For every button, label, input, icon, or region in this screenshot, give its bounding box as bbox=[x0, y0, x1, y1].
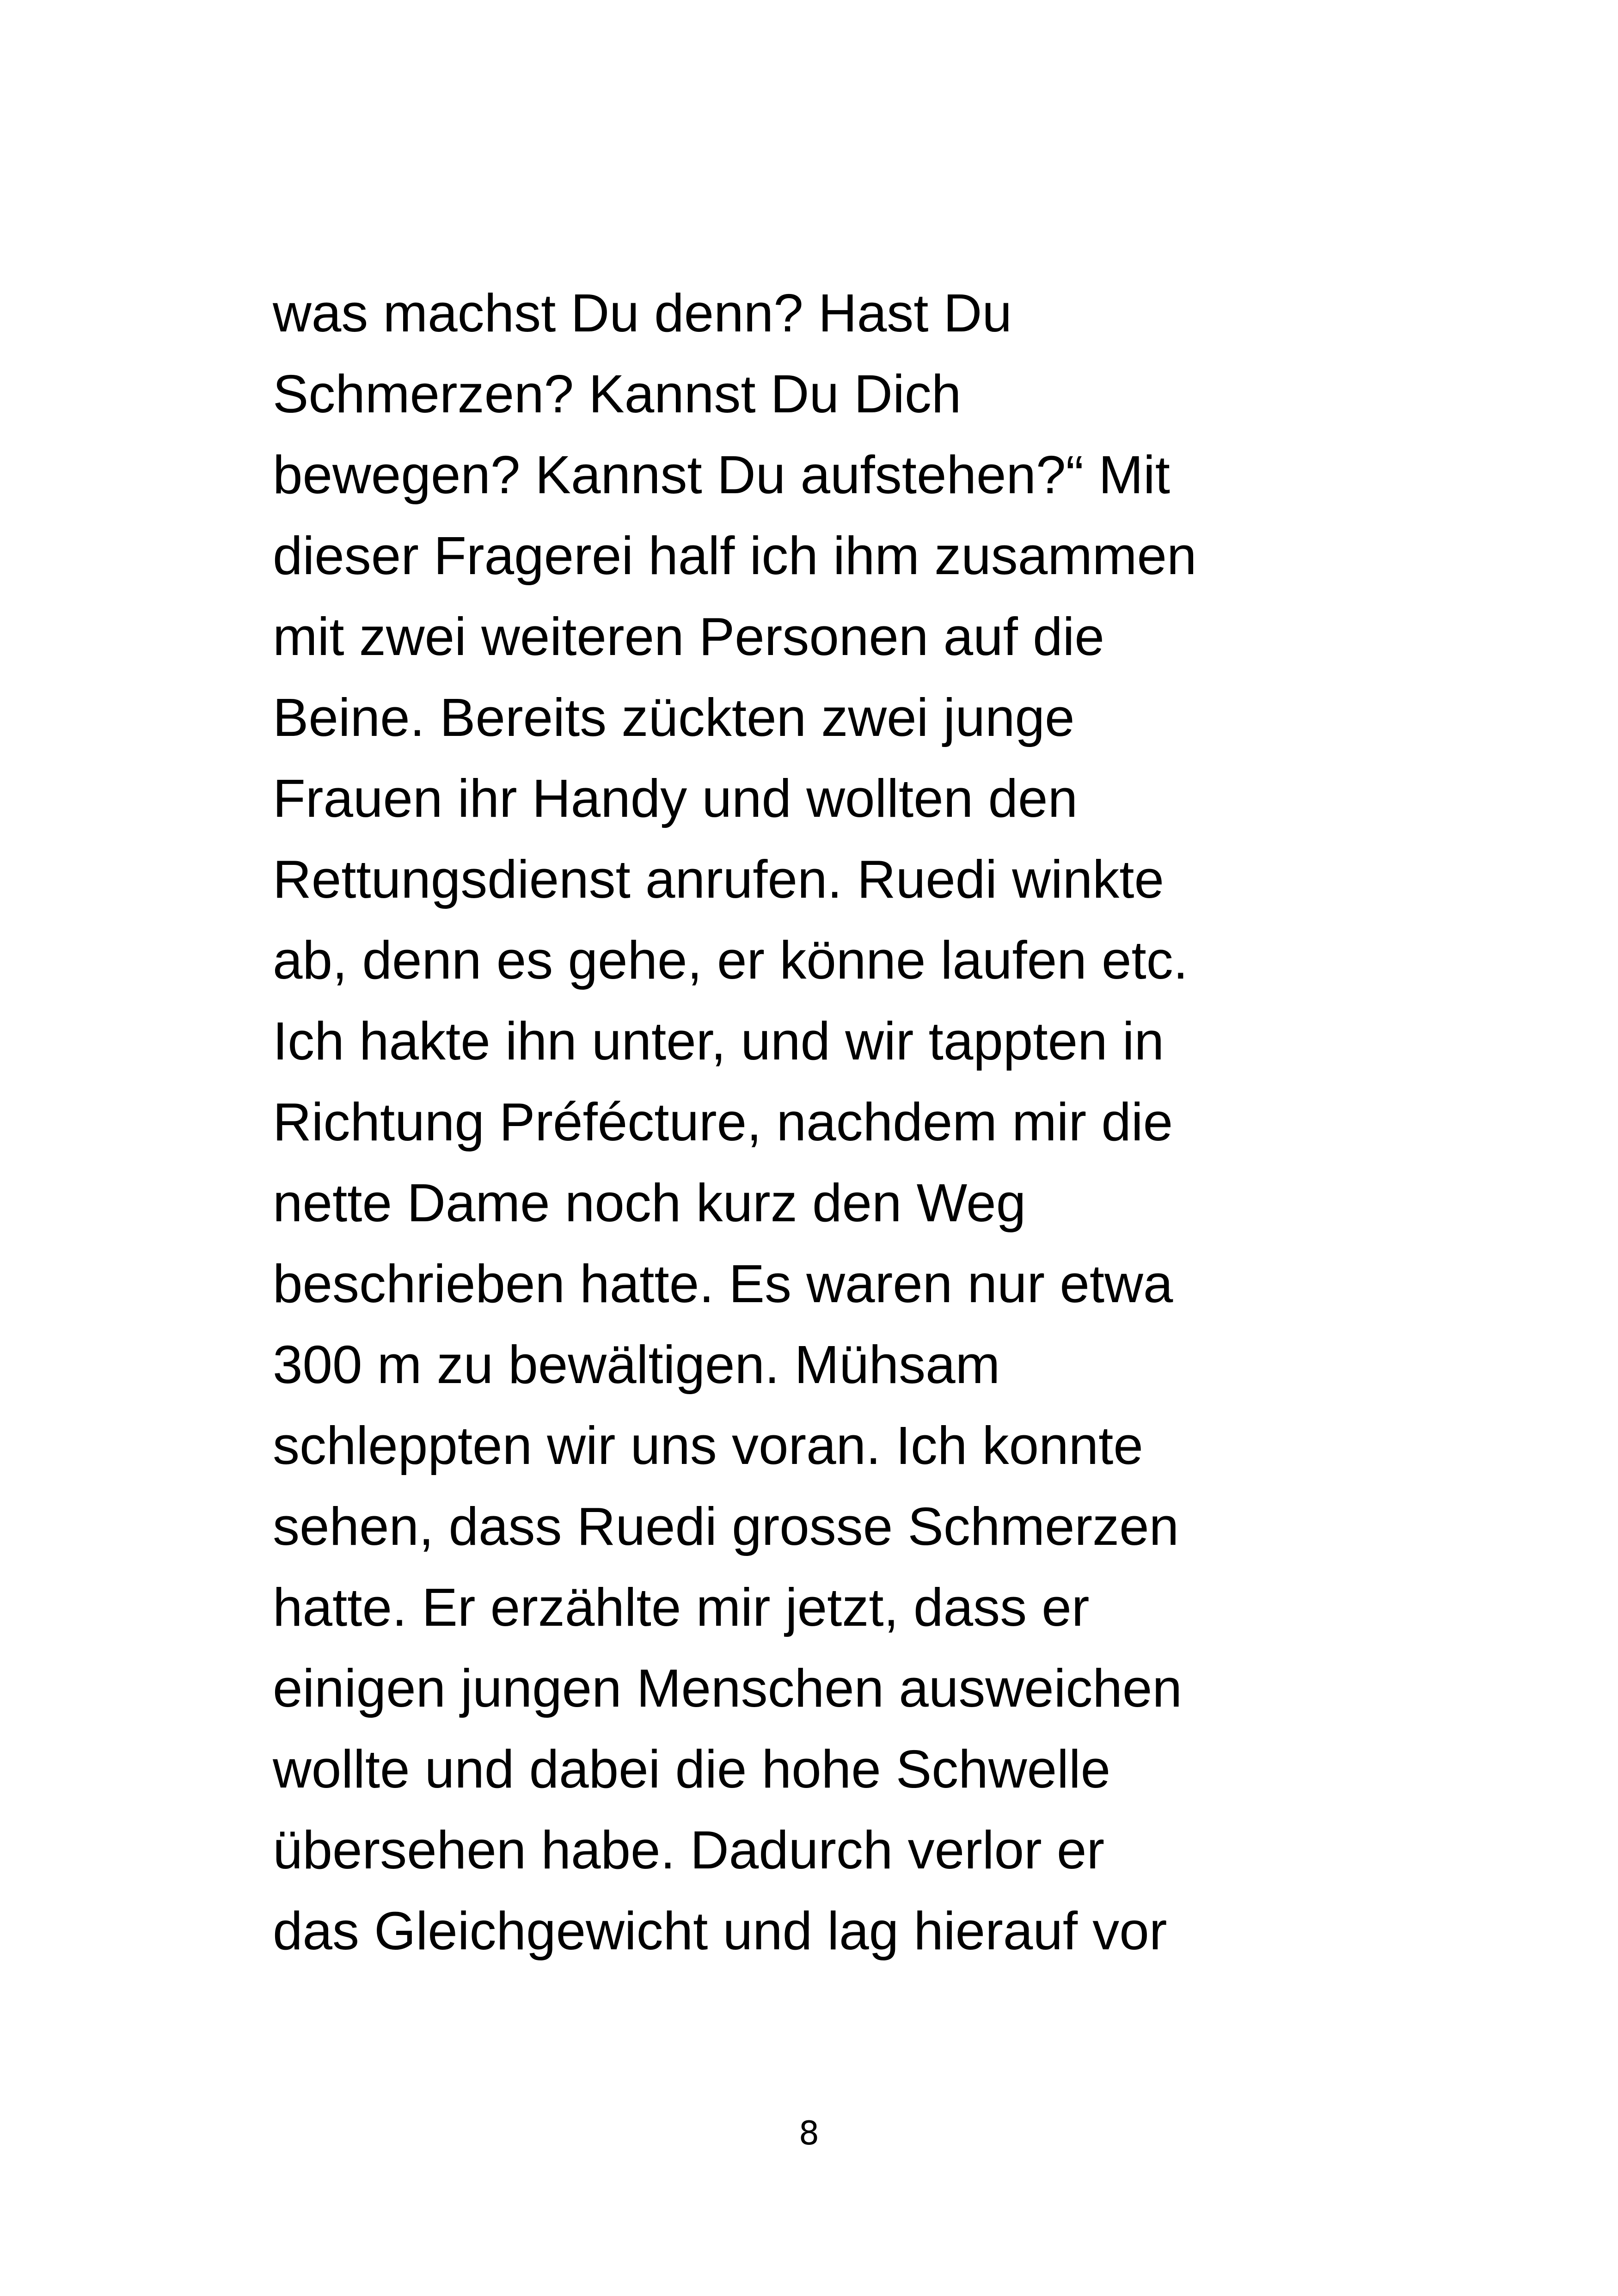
text-line: 300 m zu bewältigen. Mühsam bbox=[273, 1335, 1000, 1395]
text-line: Frauen ihr Handy und wollten den bbox=[273, 768, 1078, 828]
page-number: 8 bbox=[798, 2114, 820, 2152]
text-line: bewegen? Kannst Du aufstehen?“ Mit bbox=[273, 445, 1171, 505]
text-line: mit zwei weiteren Personen auf die bbox=[273, 606, 1104, 667]
text-line: hatte. Er erzählte mir jetzt, dass er bbox=[273, 1577, 1090, 1637]
body-text bbox=[273, 273, 1382, 1971]
text-line: das Gleichgewicht und lag hierauf vor bbox=[273, 1901, 1167, 1961]
text-line: nette Dame noch kurz den Weg bbox=[273, 1173, 1026, 1233]
text-line: schleppten wir uns voran. Ich konnte bbox=[273, 1415, 1143, 1476]
text-line: dieser Fragerei half ich ihm zusammen bbox=[273, 526, 1197, 586]
text-line: ab, denn es gehe, er könne laufen etc. bbox=[273, 930, 1188, 990]
text-line: was machst Du denn? Hast Du bbox=[273, 283, 1012, 343]
text-line: übersehen habe. Dadurch verlor er bbox=[273, 1820, 1105, 1880]
text-line: einigen jungen Menschen ausweichen bbox=[273, 1658, 1182, 1718]
text-line: Beine. Bereits zückten zwei junge bbox=[273, 687, 1075, 747]
text-line: wollte und dabei die hohe Schwelle bbox=[273, 1739, 1111, 1799]
text-line: beschrieben hatte. Es waren nur etwa bbox=[273, 1254, 1173, 1314]
text-line: Richtung Préfécture, nachdem mir die bbox=[273, 1092, 1173, 1152]
text-line: Schmerzen? Kannst Du Dich bbox=[273, 364, 962, 424]
text-line: Rettungsdienst anrufen. Ruedi winkte bbox=[273, 849, 1164, 909]
text-line: Ich hakte ihn unter, und wir tappten in bbox=[273, 1011, 1164, 1071]
text-line: sehen, dass Ruedi grosse Schmerzen bbox=[273, 1496, 1179, 1556]
